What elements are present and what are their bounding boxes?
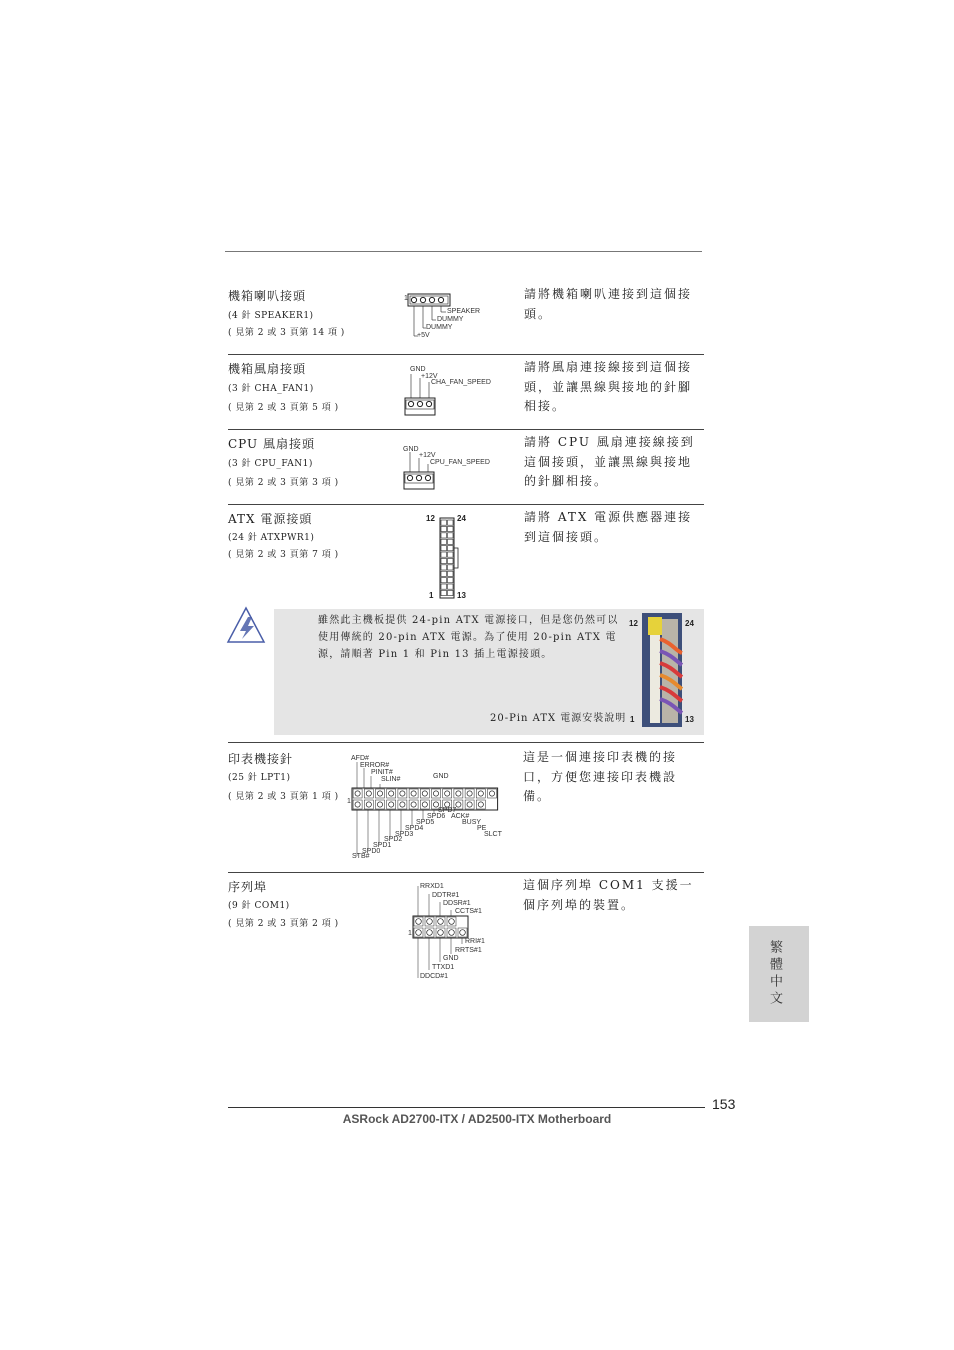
pe-label: PE [477, 825, 487, 832]
afd-label: AFD# [351, 755, 369, 762]
section-title: CPU 風扇接頭 [228, 437, 315, 451]
fan-speed-label: CPU_FAN_SPEED [430, 459, 490, 466]
ddsr-label: DDSR#1 [443, 900, 471, 907]
spd5-label: SPD5 [416, 819, 435, 826]
divider-2 [228, 429, 704, 430]
section-desc: 這個序列埠 COM1 支援一個序列埠的裝置。 [523, 878, 694, 912]
section-ref: ( 見第 2 或 3 頁第 2 項 ) [228, 919, 339, 929]
top-rule [225, 251, 702, 252]
section-pins: (3 針 CHA_FAN1) [228, 384, 314, 394]
note-text: 雖然此主機板提供 24-pin ATX 電源接口，但是您仍然可以使用傳統的 20-pin ATX 電源。為了使用 20-pin ATX 電源，請順著 Pin 1 和 Pin 13 插上電源接頭。 [318, 615, 619, 660]
busy-label: BUSY [462, 819, 482, 826]
section-ref: ( 見第 2 或 3 頁第 3 項 ) [228, 478, 339, 488]
atx-pin-13-label: 13 [457, 591, 466, 600]
language-tab-label: 繁體中文 [767, 940, 782, 1008]
5v-label: +5V [417, 332, 430, 339]
pin1-label: 1 [404, 295, 408, 302]
gnd-label: GND [403, 446, 419, 453]
section-pins: (4 針 SPEAKER1) [228, 311, 314, 321]
spd1-label: SPD1 [373, 842, 392, 849]
cpu-fan-header-diagram [400, 448, 500, 496]
ddtr-label: DDTR#1 [432, 892, 460, 899]
slin-label: SLIN# [381, 776, 401, 783]
stb-label: STB# [352, 853, 370, 860]
photo-pin-13-label: 13 [685, 715, 694, 724]
gnd-label: GND [433, 773, 449, 780]
footer-title: ASRock AD2700-ITX / AD2500-ITX Motherboard [342, 1112, 612, 1126]
atx-power-connector-diagram [436, 516, 466, 600]
section-desc: 請將機箱喇叭連接到這個接頭。 [524, 287, 693, 321]
spd2-label: SPD2 [384, 836, 403, 843]
rrxd-label: RRXD1 [420, 883, 444, 890]
dummy-label: DUMMY [437, 316, 464, 323]
section-title: 序列埠 [228, 880, 268, 894]
section-desc: 這是一個連接印表機的接口，方便您連接印表機設備。 [523, 750, 678, 803]
dummy-label: DUMMY [426, 324, 453, 331]
12v-label: +12V [421, 373, 438, 380]
divider-5 [228, 872, 704, 873]
pinit-label: PINIT# [371, 769, 393, 776]
atx-installation-photo [642, 613, 682, 727]
gnd-label: GND [410, 366, 426, 373]
atx-pin-1-label: 1 [429, 591, 434, 600]
fan-speed-label: CHA_FAN_SPEED [431, 379, 491, 386]
pin1-label: 1 [408, 930, 412, 937]
section-desc: 請將 CPU 風扇連接線接到這個接頭，並讓黑線與接地的針腳相接。 [524, 435, 695, 488]
ccts-label: CCTS#1 [455, 908, 482, 915]
section-title: 機箱喇叭接頭 [228, 289, 307, 303]
ack-label: ACK# [451, 813, 470, 820]
gnd-label: GND [443, 955, 459, 962]
section-ref: ( 見第 2 或 3 頁第 7 項 ) [228, 550, 339, 560]
atx-pin-24-label: 24 [457, 514, 466, 523]
ddcd-label: DDCD#1 [420, 973, 449, 980]
section-pins: (25 針 LPT1) [228, 773, 291, 783]
divider-4 [228, 742, 704, 743]
speaker-label: SPEAKER [447, 308, 481, 315]
cha-fan-header-diagram [400, 368, 500, 420]
section-pins: (3 針 CPU_FAN1) [228, 459, 313, 469]
page-number: 153 [712, 1096, 736, 1112]
section-title: 印表機接針 [228, 752, 294, 766]
section-desc: 請將風扇連接線接到這個接頭，並讓黑線與接地的針腳相接。 [524, 360, 693, 413]
spd3-label: SPD3 [395, 831, 414, 838]
divider-3 [228, 504, 704, 505]
section-pins: (24 針 ATXPWR1) [228, 533, 315, 543]
section-title: ATX 電源接頭 [228, 512, 313, 526]
rrts-label: RRTS#1 [455, 947, 482, 954]
spd6-label: SPD6 [427, 813, 446, 820]
spd7-label: SPD7 [438, 807, 457, 814]
spd4-label: SPD4 [405, 825, 424, 832]
section-pins: (9 針 COM1) [228, 901, 290, 911]
lpt-header-diagram [340, 756, 510, 860]
photo-pin-1-label: 1 [630, 715, 635, 724]
error-label: ERROR# [360, 762, 390, 769]
pin1-label: 1 [347, 798, 351, 805]
section-desc: 請將 ATX 電源供應器連接到這個接頭。 [524, 510, 693, 544]
section-ref: ( 見第 2 或 3 頁第 1 項 ) [228, 792, 339, 802]
photo-pin-24-label: 24 [685, 619, 694, 628]
footer-rule [228, 1107, 705, 1108]
rri-label: RRI#1 [465, 938, 485, 945]
photo-pin-12-label: 12 [629, 619, 638, 628]
divider-1 [228, 354, 704, 355]
section-title: 機箱風扇接頭 [228, 362, 307, 376]
ttxd-label: TTXD1 [432, 964, 455, 971]
section-ref: ( 見第 2 或 3 頁第 5 項 ) [228, 403, 339, 413]
slct-label: SLCT [484, 831, 502, 838]
spd0-label: SPD0 [362, 848, 381, 855]
atx-pin-12-label: 12 [426, 514, 435, 523]
language-side-tab [749, 926, 809, 1022]
12v-label: +12V [419, 452, 436, 459]
section-ref: ( 見第 2 或 3 頁第 14 項 ) [228, 328, 345, 338]
note-caption: 20-Pin ATX 電源安裝說明 [490, 713, 627, 724]
warning-icon [226, 605, 266, 645]
